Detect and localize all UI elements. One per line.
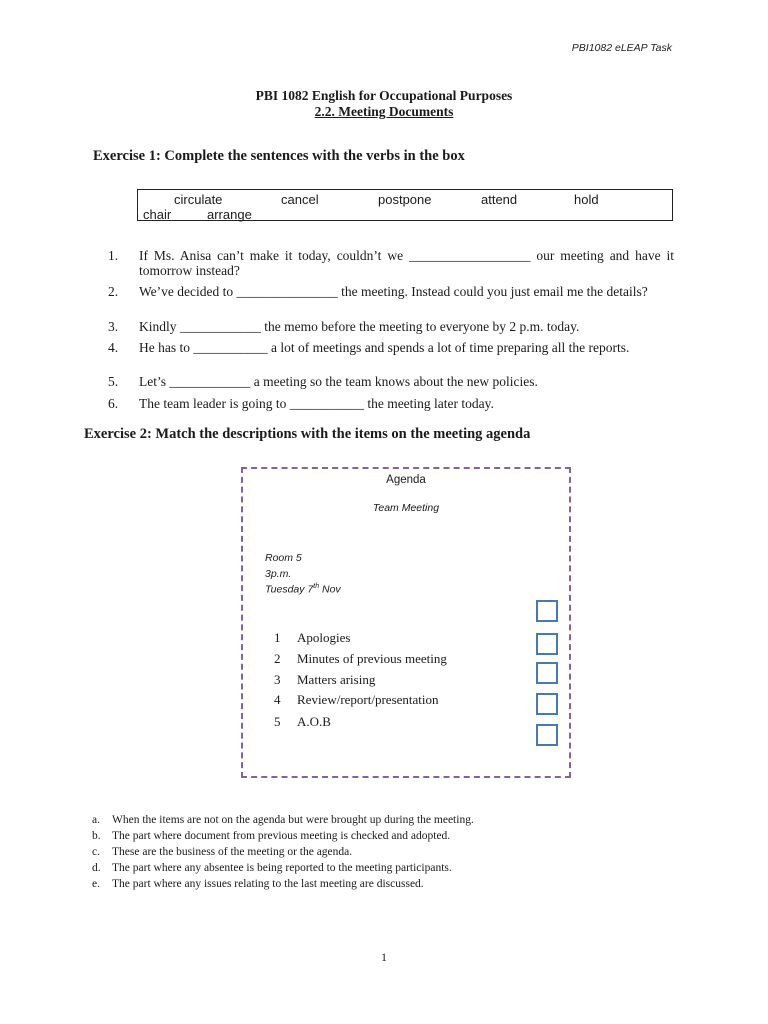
agenda-item: [274, 651, 447, 667]
description-text: When the items are not on the agenda but were brought up during the meeting.: [112, 814, 474, 826]
description-letter: c.: [92, 846, 100, 858]
agenda-date-ordinal: th: [313, 583, 320, 590]
description-item: [92, 812, 474, 828]
agenda-date: [265, 583, 341, 596]
agenda-item-number: 1: [274, 630, 281, 645]
agenda-item-label: A.O.B: [297, 714, 331, 729]
question-text: He has to ___________ a lot of meetings and spends a lot of time preparing all the reports.: [139, 340, 630, 355]
agenda-item: [274, 714, 331, 730]
page-number: 1: [381, 950, 387, 964]
agenda-item-label: Matters arising: [297, 672, 376, 687]
verb-item: chair: [143, 207, 172, 222]
course-title: PBI 1082 English for Occupational Purposes: [255, 88, 513, 103]
exercise-1-heading: Exercise 1: Complete the sentences with the verbs in the box: [93, 148, 465, 164]
answer-checkbox[interactable]: [536, 600, 558, 622]
answer-checkbox[interactable]: [536, 693, 558, 715]
agenda-item-number: 3: [274, 672, 281, 687]
description-letter: d.: [92, 862, 101, 874]
agenda-item-label: Apologies: [297, 630, 351, 645]
header-tag: PBI1082 eLEAP Task: [571, 42, 672, 54]
description-letter: a.: [92, 814, 100, 826]
question-number: 1.: [108, 248, 119, 263]
answer-checkbox[interactable]: [536, 633, 558, 655]
verb-item: postpone: [378, 192, 432, 207]
question-text: The team leader is going to ___________ the meeting later today.: [139, 396, 494, 411]
description-item: [92, 860, 474, 876]
agenda-title: Agenda: [386, 474, 426, 486]
agenda-item-label: Minutes of previous meeting: [297, 651, 447, 666]
question-text: Kindly ____________ the memo before the meeting to everyone by 2 p.m. today.: [139, 319, 580, 334]
description-letter: b.: [92, 830, 101, 842]
verb-item: hold: [574, 192, 599, 207]
question-text: Let’s ____________ a meeting so the team knows about the new policies.: [139, 374, 538, 389]
question-number: 5.: [108, 374, 119, 389]
agenda-item-number: 5: [274, 714, 281, 729]
description-text: The part where any absentee is being reported to the meeting participants.: [112, 862, 452, 874]
verb-item: cancel: [281, 192, 319, 207]
description-text: The part where any issues relating to the last meeting are discussed.: [112, 878, 424, 890]
agenda-item: [274, 630, 350, 646]
agenda-subtitle: Team Meeting: [372, 502, 440, 514]
agenda-item-number: 4: [274, 692, 281, 707]
question-number: 2.: [108, 284, 119, 299]
description-text: These are the business of the meeting or the agenda.: [112, 846, 353, 858]
agenda-date-month: Nov: [319, 583, 341, 596]
answer-checkbox[interactable]: [536, 724, 558, 746]
agenda-date-day: Tuesday 7: [265, 583, 314, 596]
verb-item: attend: [481, 192, 518, 207]
question-text: We’ve decided to _______________ the meeting. Instead could you just email me the details?: [139, 284, 648, 299]
agenda-item: [274, 672, 375, 688]
description-item: [92, 844, 474, 860]
agenda-item: [274, 692, 439, 708]
agenda-room: Room 5: [265, 552, 302, 564]
verb-item: circulate: [174, 192, 223, 207]
verb-item: arrange: [207, 207, 252, 222]
question-number: 4.: [108, 340, 119, 355]
question-number: 3.: [108, 319, 119, 334]
exercise-2-heading: Exercise 2: Match the descriptions with the items on the meeting agenda: [84, 426, 531, 442]
agenda-item-number: 2: [274, 651, 281, 666]
description-item: [92, 876, 474, 892]
question-text: If Ms. Anisa can’t make it today, couldn’t we __________________ our meeting and have it tomorrow instead?: [139, 248, 674, 278]
agenda-item-label: Review/report/presentation: [297, 692, 439, 707]
answer-checkbox[interactable]: [536, 662, 558, 684]
question-number: 6.: [108, 396, 119, 411]
description-letter: e.: [92, 878, 100, 890]
description-list: [92, 812, 474, 892]
verb-box: [137, 189, 673, 221]
agenda-time: 3p.m.: [265, 568, 292, 580]
document-title: 2.2. Meeting Documents: [314, 104, 454, 119]
description-text: The part where document from previous meeting is checked and adopted.: [112, 830, 451, 842]
description-item: [92, 828, 474, 844]
